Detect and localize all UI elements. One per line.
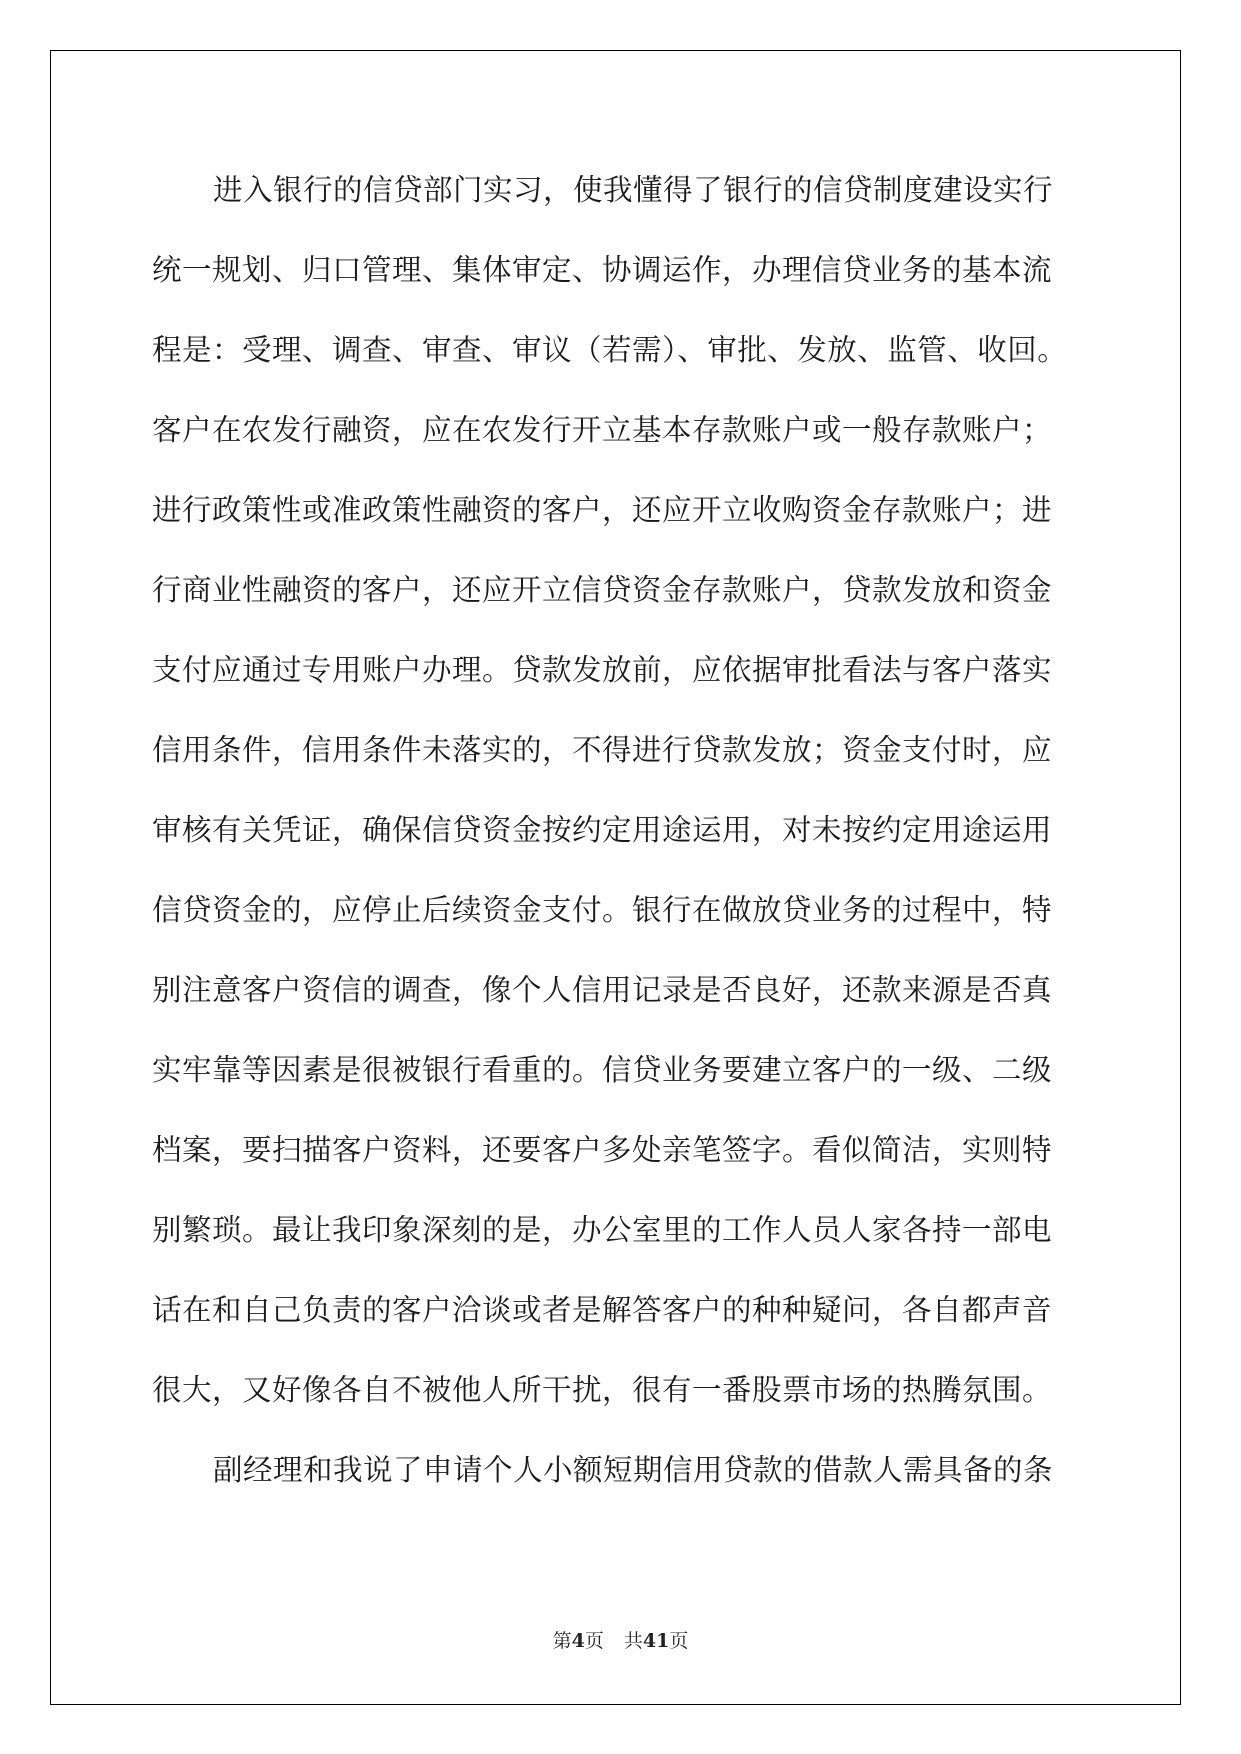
paragraph-1-line-15: 话在和自己负责的客户洽谈或者是解答客户的种种疑问，各自都声音	[152, 1293, 1053, 1327]
page-suffix: 页	[584, 1630, 604, 1652]
total-suffix: 页	[669, 1630, 689, 1652]
paragraph-1-line-9: 审核有关凭证，确保信贷资金按约定用途运用，对未按约定用途运用	[152, 813, 1053, 847]
paragraph-1-line-12: 实牢靠等因素是很被银行看重的。信贷业务要建立客户的一级、二级	[152, 1053, 1053, 1087]
paragraph-1-line-1: 进入银行的信贷部门实习，使我懂得了银行的信贷制度建设实行	[213, 173, 1054, 207]
paragraph-1-line-6: 行商业性融资的客户，还应开立信贷资金存款账户，贷款发放和资金	[152, 573, 1053, 607]
total-prefix: 共	[623, 1630, 643, 1652]
paragraph-1-line-8: 信用条件，信用条件未落实的，不得进行贷款发放；资金支付时，应	[152, 733, 1053, 767]
page-prefix: 第	[552, 1630, 572, 1652]
paragraph-1-line-14: 别繁琐。最让我印象深刻的是，办公室里的工作人员人家各持一部电	[152, 1213, 1053, 1247]
paragraph-1-line-16: 很大，又好像各自不被他人所干扰，很有一番股票市场的热腾氛围。	[152, 1373, 1053, 1407]
paragraph-1-line-11: 别注意客户资信的调查，像个人信用记录是否良好，还款来源是否真	[152, 973, 1053, 1007]
paragraph-1-line-7: 支付应通过专用账户办理。贷款发放前，应依据审批看法与客户落实	[152, 653, 1053, 687]
paragraph-1-line-10: 信贷资金的，应停止后续资金支付。银行在做放贷业务的过程中，特	[152, 893, 1053, 927]
total-pages: 41	[642, 1630, 670, 1652]
page-footer	[0, 1626, 1241, 1653]
paragraph-1-line-3: 程是：受理、调查、审查、审议（若需）、审批、发放、监管、收回。	[152, 333, 1068, 367]
paragraph-1-line-4: 客户在农发行融资，应在农发行开立基本存款账户或一般存款账户；	[152, 413, 1053, 447]
paragraph-1-line-2: 统一规划、归口管理、集体审定、协调运作，办理信贷业务的基本流	[152, 253, 1053, 287]
paragraph-1-line-13: 档案，要扫描客户资料，还要客户多处亲笔签字。看似简洁，实则特	[152, 1133, 1053, 1167]
document-body	[152, 158, 1092, 1518]
page-number: 4	[571, 1630, 585, 1652]
paragraph-1-line-5: 进行政策性或准政策性融资的客户，还应开立收购资金存款账户；进	[152, 493, 1053, 527]
paragraph-2-line-1: 副经理和我说了申请个人小额短期信用贷款的借款人需具备的条	[213, 1453, 1054, 1487]
